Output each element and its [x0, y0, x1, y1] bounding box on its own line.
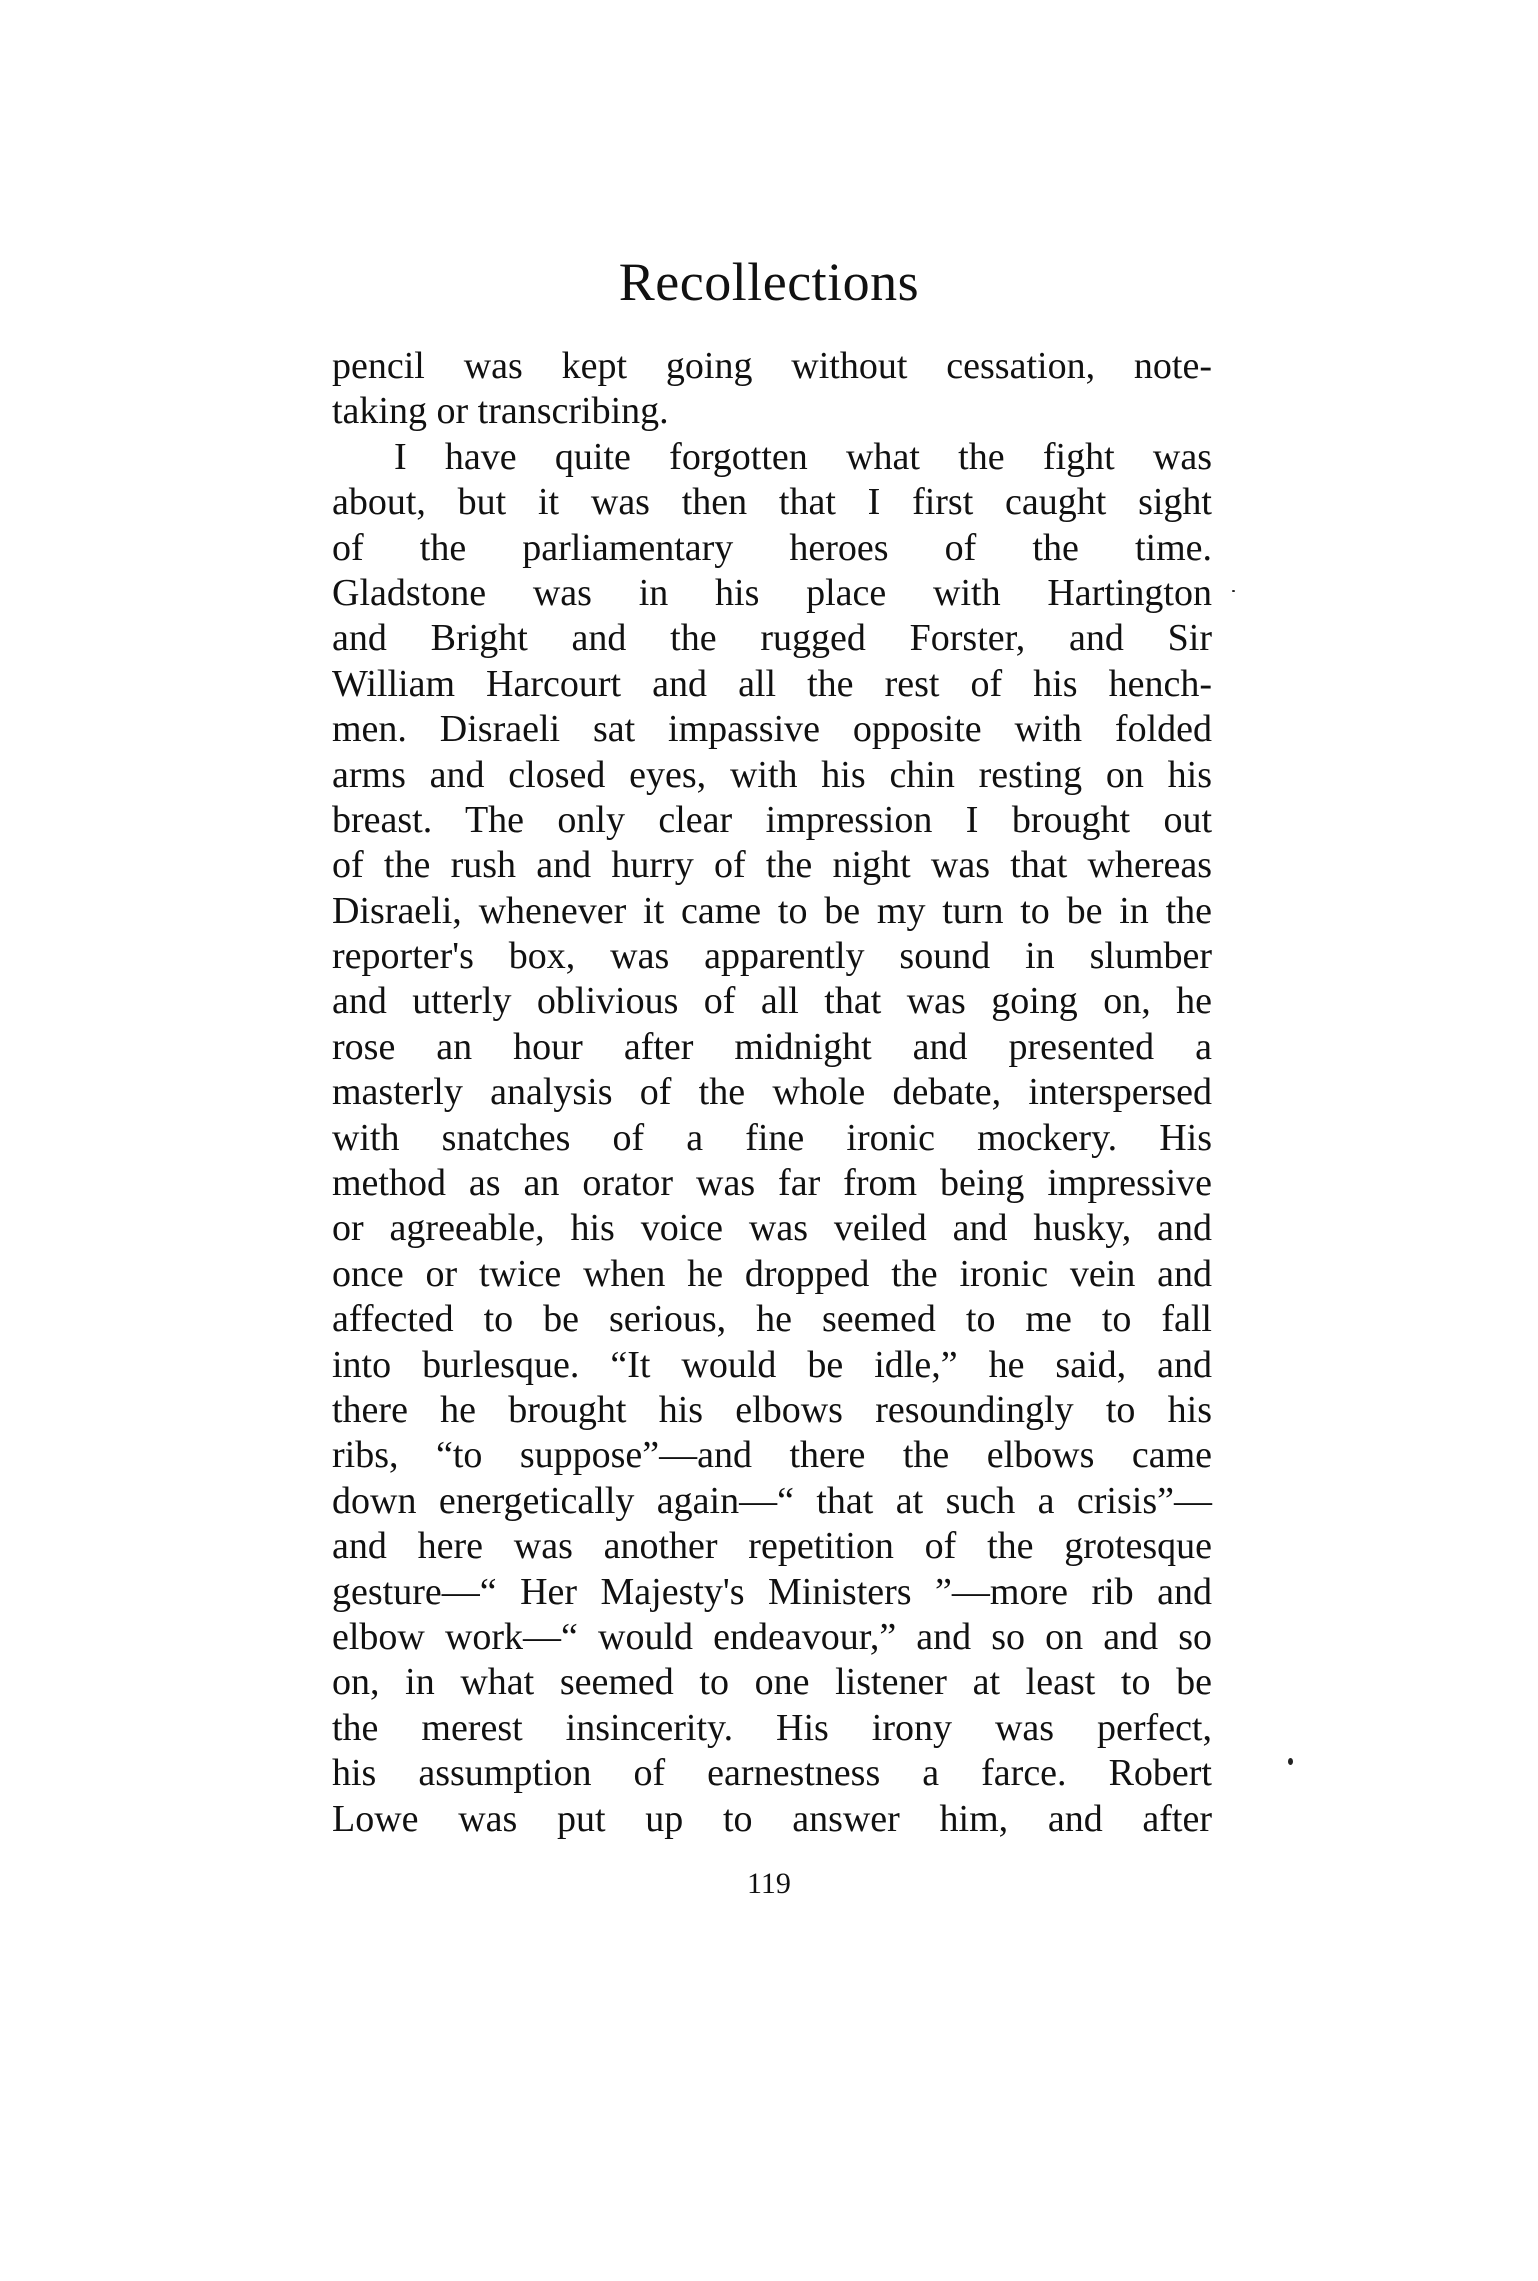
text-line: arms and closed eyes, with his chin resting on his [332, 753, 1212, 796]
text-line: pencil was kept going without cessation, note- [332, 345, 1212, 387]
text-line: the merest insincerity. His irony was perfect, [332, 1706, 1212, 1749]
text-line: about, but it was then that I first caught sight [332, 481, 1212, 524]
text-line: on, in what seemed to one listener at least to be [332, 1661, 1212, 1704]
text-line: or agreeable, his voice was veiled and husky, and [332, 1207, 1212, 1250]
text-line: and utterly oblivious of all that was going on, he [332, 980, 1212, 1023]
text-line: of the rush and hurry of the night was that whereas [332, 844, 1212, 887]
text-line: taking or transcribing. [332, 390, 669, 433]
text-line: rose an hour after midnight and presented a [332, 1025, 1212, 1068]
text-line: with snatches of a fine ironic mockery. His [332, 1116, 1212, 1159]
running-head: Recollections [618, 252, 920, 312]
text-line: there he brought his elbows resoundingly to his [332, 1388, 1212, 1431]
page-number: 119 [747, 1867, 791, 1900]
text-line: into burlesque. “It would be idle,” he said, and [332, 1343, 1212, 1386]
text-line: breast. The only clear impression I brought out [332, 798, 1212, 841]
text-line: his assumption of earnestness a farce. Robert [332, 1752, 1212, 1795]
text-line: once or twice when he dropped the ironic vein and [332, 1252, 1212, 1295]
text-line: gesture—“ Her Majesty's Ministers ”—more rib and [332, 1570, 1212, 1613]
text-line: men. Disraeli sat impassive opposite with folded [332, 708, 1212, 751]
print-speck [1232, 590, 1235, 592]
text-line: William Harcourt and all the rest of his hench- [332, 662, 1212, 705]
text-line: I have quite forgotten what the fight was [394, 435, 1212, 478]
text-line: Disraeli, whenever it came to be my turn to be in the [332, 889, 1212, 932]
text-line: affected to be serious, he seemed to me to fall [332, 1298, 1212, 1341]
text-line: and Bright and the rugged Forster, and Sir [332, 617, 1212, 660]
text-line: down energetically again—“ that at such a crisis”— [332, 1479, 1212, 1522]
text-line: Gladstone was in his place with Hartington [332, 571, 1212, 614]
text-line: of the parliamentary heroes of the time. [332, 526, 1212, 569]
text-line: elbow work—“ would endeavour,” and so on and so [332, 1615, 1212, 1658]
text-line: masterly analysis of the whole debate, interspersed [332, 1071, 1212, 1114]
body-text [332, 344, 1212, 1842]
text-line: ribs, “to suppose”—and there the elbows came [332, 1434, 1212, 1477]
text-line: reporter's box, was apparently sound in slumber [332, 935, 1212, 978]
text-line: and here was another repetition of the grotesque [332, 1525, 1212, 1568]
print-speck [1288, 1758, 1293, 1765]
text-line: Lowe was put up to answer him, and after [332, 1797, 1212, 1840]
text-line: method as an orator was far from being impressive [332, 1162, 1212, 1205]
